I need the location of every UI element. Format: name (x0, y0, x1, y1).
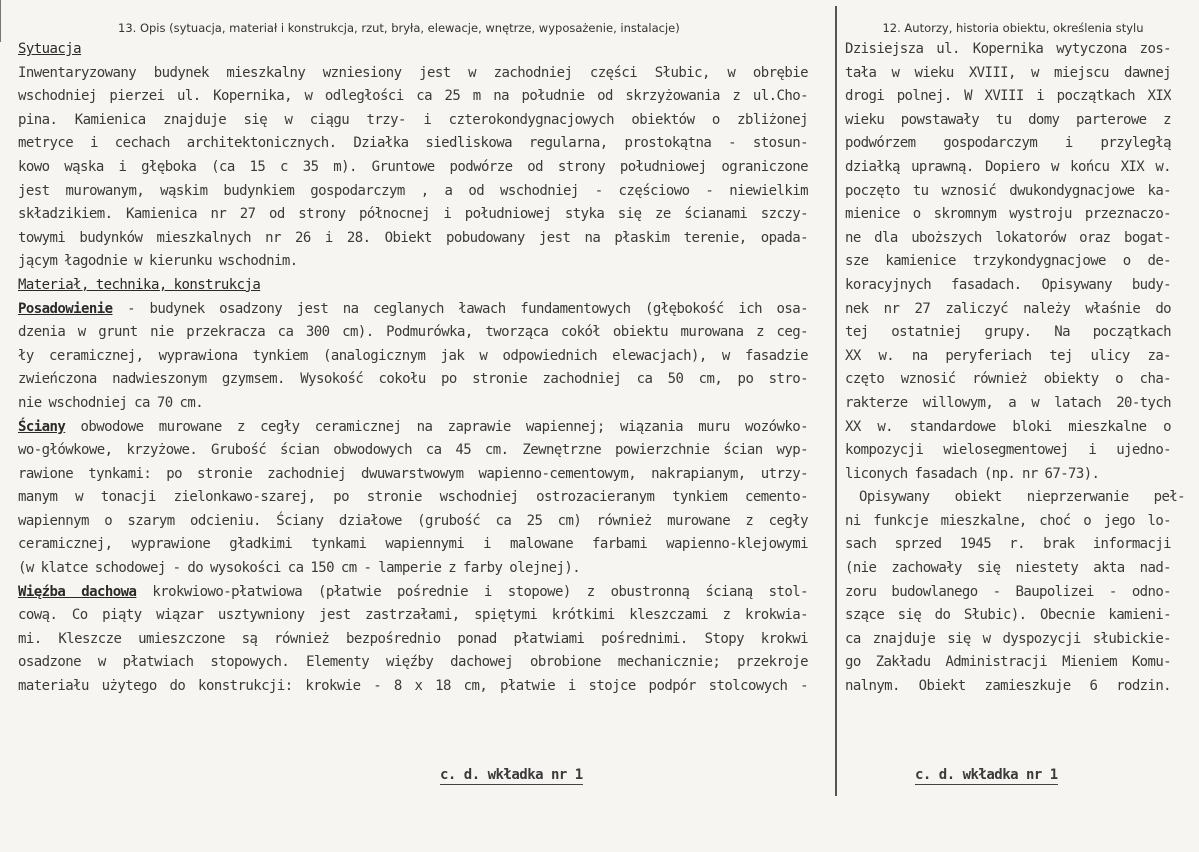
text-line: działką uprawną. Dopiero w końcu XIX w. (845, 158, 1171, 175)
label-sciany: Ściany (18, 418, 66, 435)
text-line: drogi polnej. W XVIII i początkach XIX (845, 88, 1171, 105)
text-line: szące się do Słubic). Obecnie kamieni- (845, 607, 1171, 624)
text-line: kowo wąska i głęboka (ca 15 c 35 m). Gruntowe podwórze od strony południowej ograniczone (18, 158, 808, 175)
text-line: liconych fasadach (np. nr 67-73). (845, 465, 1100, 482)
section-12-header: 12. Autorzy, historia obiektu, określenia stylu (882, 21, 1144, 35)
text-line: rawione tynkami: po stronie zachodniej dwuwarstwowym wapienno-cementowym, nakrapianym, utrzy- (18, 465, 808, 482)
text-line: wschodniej pierzei ul. Kopernika, w odległości ca 25 m na południe od skrzyżowania z ul.Cho- (18, 88, 808, 105)
text-line: (nie zachowały się niestety akta nad- (845, 560, 1171, 577)
section-13-header: 13. Opis (sytuacja, materiał i konstrukcja, rzut, bryła, elewacje, wnętrze, wyposażenie, instalacje) (118, 21, 680, 35)
text-line: Inwentaryzowany budynek mieszkalny wzniesiony jest w zachodniej części Słubic, w obrębie (18, 64, 808, 81)
heading-material: Materiał, technika, konstrukcja (18, 276, 261, 293)
history-paragraph-1 (845, 38, 1181, 486)
history-body (845, 38, 1185, 699)
text-line: (w klatce schodowej - do wysokości ca 150 cm - lamperie z farby olejnej). (18, 560, 581, 577)
text-line: sach sprzed 1945 r. brak informacji (845, 536, 1171, 553)
text-line: mi. Kleszcze umieszczone są również bezpośrednio ponad płatwiami pośrednimi. Stopy krokwi (18, 630, 808, 647)
sciany-first-text: obwodowe murowane z cegły ceramicznej na zaprawie wapiennej; wiązania muru wozówko- (65, 418, 808, 435)
text-line: Opisywany obiekt nieprzerwanie peł- (859, 489, 1185, 506)
left-continuation-note: c. d. wkładka nr 1 (440, 767, 583, 783)
text-line: dzenia w grunt nie przekracza ca 300 cm). Podmurówka, tworząca cokół obiektu murowana z ceg- (18, 324, 808, 341)
description-body (18, 38, 818, 699)
text-line: częto wznosić również obiekty o cha- (845, 371, 1171, 388)
text-line: nek nr 27 zaliczyć należy właśnie do (845, 300, 1171, 317)
text-line: jącym łagodnie w kierunku wschodnim. (18, 253, 298, 270)
wiezba-paragraph (18, 604, 818, 698)
text-line: jest murowanym, wąskim budynkiem gospodarczym , a od wschodniej - częściowo - niewielkim (18, 182, 808, 199)
text-line: nalnym. Obiekt zamieszkuje 6 rodzin. (845, 678, 1171, 695)
posadowienie-paragraph (18, 321, 818, 415)
text-line: ni funkcje mieszkalne, choć o jego lo- (845, 512, 1171, 529)
text-line: cową. Co piąty wiązar usztywniony jest zastrzałami, spiętymi krótkimi kleszczami z krokwia- (18, 607, 808, 624)
text-line: wieku powstawały tu domy parterowe z (845, 111, 1171, 128)
text-line: pina. Kamienica znajduje się w ciągu trzy- i czterokondygnacjowych obiektów o zbliżonej (18, 111, 808, 128)
sciany-first-line (18, 416, 808, 440)
heading-sytuacja: Sytuacja (18, 41, 82, 57)
description-column (18, 18, 818, 699)
text-line: tej ostatniej grupy. Na początkach (845, 324, 1171, 341)
text-line: mienice o skromnym wystroju przeznaczo- (845, 206, 1171, 223)
text-line: podwórzem gospodarczym i przyległą (845, 135, 1171, 152)
text-line: ły ceramicznej, wyprawiona tynkiem (analogicznym jak w odpowiednich elewacjach), w fasadzie (18, 347, 808, 364)
text-line: XX w. standardowe bloki mieszkalne o (845, 418, 1171, 435)
text-line: kompozycji wielosegmentowej i ujedno- (845, 442, 1171, 459)
text-line: ca znajduje się w dyspozycji słubickie- (845, 630, 1171, 647)
history-column (845, 18, 1185, 699)
text-line: manym w tonacji zielonkawo-szarej, po stronie wschodniej ostrozacieranym tynkiem cemento- (18, 489, 808, 506)
posadowienie-first-text: - budynek osadzony jest na ceglanych ławach fundamentowych (głębokość ich osa- (112, 300, 808, 317)
text-line: sze kamienice trzykondygnacjowe o de- (845, 253, 1171, 270)
text-line: go Zakładu Administracji Mieniem Komu- (845, 654, 1171, 671)
wiezba-first-line (18, 581, 808, 605)
sytuacja-paragraph (18, 62, 818, 274)
history-paragraph-2 (845, 486, 1185, 698)
text-line: składzikiem. Kamienica nr 27 od strony północnej i południowej styka się ze ścianami szczy- (18, 206, 808, 223)
text-line: Dzisiejsza ul. Kopernika wytyczona zos- (845, 41, 1171, 57)
label-posadowienie: Posadowienie (18, 300, 113, 317)
text-line: ceramicznej, wyprawione gładkimi tynkami wapiennymi i malowane farbami wapienno-klejowymi (18, 536, 808, 553)
text-line: poczęto tu wznosić dwukondygnacjowe ka- (845, 182, 1171, 199)
text-line: rakterze willowym, a w latach 20-tych (845, 394, 1171, 411)
wiezba-first-text: krokwiowo-płatwiowa (płatwie pośrednie i stopowe) z obustronną ścianą stol- (136, 583, 808, 600)
text-line: materiału użytego do konstrukcji: krokwie - 8 x 18 cm, płatwie i stojce podpór stolcowych - (18, 678, 808, 695)
text-line: XX w. na peryferiach tej ulicy za- (845, 347, 1171, 364)
label-wiezba: Więźba dachowa (18, 583, 137, 600)
column-divider (835, 6, 837, 796)
posadowienie-first-line (18, 298, 808, 322)
text-line: nie wschodniej ca 70 cm. (18, 394, 204, 411)
text-line: metryce i cechach architektonicznych. Działka siedliskowa regularna, prostokątna - stosun- (18, 135, 808, 152)
text-line: ne dla uboższych lokatorów oraz bogat- (845, 229, 1171, 246)
text-line: towymi budynków mieszkalnych nr 26 i 28. Obiekt pobudowany jest na płaskim terenie, opada- (18, 229, 808, 246)
text-line: zwieńczona nadwieszonym gzymsem. Wysokość cokołu po stronie zachodniej ca 50 cm, po stro- (18, 371, 808, 388)
text-line: osadzone w płatwiach stopowych. Elementy więźby dachowej obrobione mechanicznie; przekroje (18, 654, 808, 671)
text-line: koracyjnych fasadach. Opisywany budy- (845, 276, 1171, 293)
text-line: wo-główkowe, krzyżowe. Grubość ścian obwodowych ca 45 cm. Zewnętrzne powierzchnie ścian wyp- (18, 442, 808, 459)
text-line: zoru budowlanego - Baupolizei - odno- (845, 583, 1171, 600)
text-line: wapiennym o szarym odcieniu. Ściany działowe (grubość ca 25 cm) również murowane z cegły (18, 512, 808, 529)
right-continuation-note: c. d. wkładka nr 1 (915, 767, 1058, 783)
page-frame-mark (0, 0, 7, 42)
sciany-paragraph (18, 439, 818, 581)
text-line: tała w wieku XVIII, w miejscu dawnej (845, 64, 1171, 81)
